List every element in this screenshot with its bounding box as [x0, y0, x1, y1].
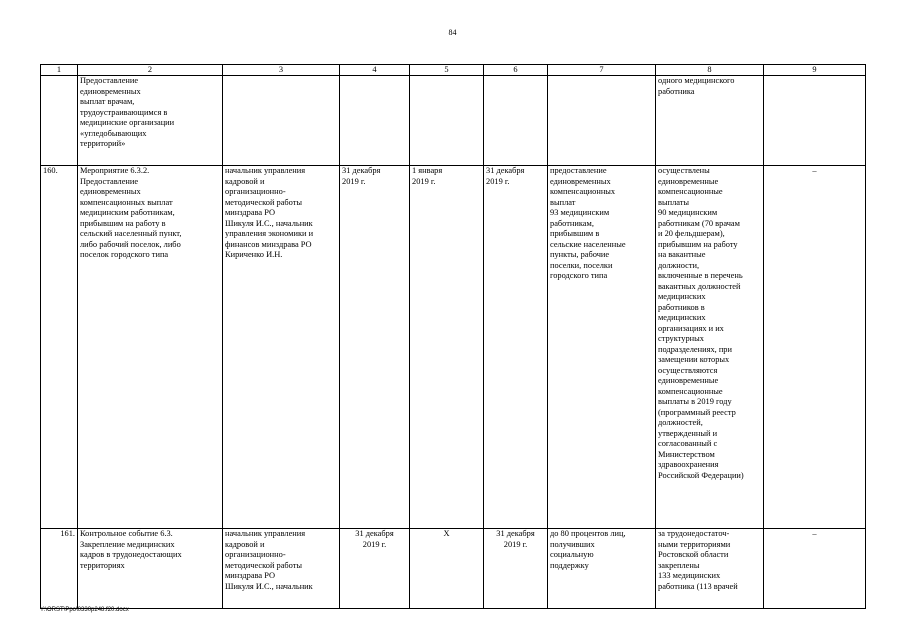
header-col-9: 9: [764, 65, 866, 76]
header-col-3: 3: [223, 65, 340, 76]
cell-text-line: сельские населенные: [550, 239, 626, 249]
cell-text-line: структурных: [658, 334, 704, 343]
cell-text-line: выплаты в 2019 году: [658, 397, 732, 406]
cell-text-line: медицинским работникам,: [80, 208, 175, 217]
column-number-header: [41, 65, 866, 76]
cell-text-line: и 20 фельдшерам),: [658, 229, 725, 238]
cell-text-line: единовременных: [80, 86, 141, 96]
cell-text-line: выплаты: [658, 197, 690, 207]
cell-text-line: Ростовской области: [658, 550, 729, 559]
cell-text-line: организациях и их: [658, 323, 724, 333]
cell-text-line: 133 медицинских: [658, 571, 721, 580]
cell-text-line: осуществляются: [658, 365, 718, 375]
cell-text-line: должностей,: [658, 418, 703, 427]
cell-text-line: 2019 г.: [486, 176, 510, 186]
cell-text-line: территорий»: [80, 139, 126, 148]
cell-col-8: [656, 529, 764, 609]
cell-text-line: прибывшим на работу: [658, 239, 738, 249]
cell-text-line: прибывшим в: [550, 229, 600, 238]
cell-text-line: организационно-: [225, 550, 286, 559]
cell-text-line: Кириченко И.Н.: [225, 250, 283, 259]
cell-text-line: поселки, поселки: [550, 260, 613, 270]
cell-text-line: замещении которых: [658, 355, 730, 364]
cell-text-line: территориях: [80, 560, 125, 570]
cell-text-line: одного медицинского: [658, 76, 735, 85]
cell-text-line: Закрепление медицинских: [80, 539, 175, 549]
cell-col-5: [410, 529, 484, 609]
cell-text-line: городского типа: [550, 271, 608, 280]
cell-text-line: Х: [443, 529, 450, 538]
cell-col-1: 160.: [41, 166, 78, 529]
cell-text-line: методической работы: [225, 197, 303, 207]
cell-text-line: компенсационные: [658, 386, 723, 396]
cell-text-line: кадровой и: [225, 539, 265, 549]
cell-text-line: единовременные: [658, 176, 719, 186]
cell-text-line: осуществлены: [658, 166, 710, 175]
cell-text-line: компенсационных: [550, 187, 616, 196]
cell-text-line: трудоустраивающимся в: [80, 107, 168, 117]
cell-text-line: 90 медицинским: [658, 208, 718, 217]
cell-text-line: получивших: [550, 539, 595, 549]
header-col-6: 6: [484, 65, 548, 76]
cell-text-line: 2019 г.: [503, 539, 528, 549]
plan-table: [40, 64, 866, 609]
cell-text-line: 2019 г.: [362, 539, 387, 549]
table-row: [41, 166, 866, 529]
header-col-5: 5: [410, 65, 484, 76]
cell-text-line: либо рабочий поселок, либо: [80, 239, 181, 249]
cell-col-6: [484, 166, 548, 529]
cell-col-5: [410, 166, 484, 529]
cell-text-line: 93 медицинским: [550, 208, 610, 217]
cell-text-line: здравоохранения: [658, 460, 719, 469]
cell-col-9: –: [764, 529, 866, 609]
cell-text-line: поселок городского типа: [80, 250, 169, 259]
cell-text-line: согласованный с: [658, 439, 718, 448]
cell-col-8: [656, 166, 764, 529]
cell-text-line: компенсационных выплат: [80, 197, 173, 207]
cell-text-line: Шикуля И.С., начальник: [225, 581, 313, 591]
table-row: [41, 76, 866, 166]
cell-text-line: минздрава РО: [225, 571, 276, 580]
cell-text-line: Предоставление: [80, 176, 139, 186]
cell-text-line: Контрольное событие 6.3.: [80, 529, 173, 538]
cell-text-line: Предоставление: [80, 76, 139, 85]
cell-text-line: включенные в перечень: [658, 271, 743, 280]
cell-text-line: методической работы: [225, 560, 303, 570]
cell-text-line: работника (113 врачей: [658, 581, 738, 591]
cell-text-line: вакантных должностей: [658, 281, 741, 291]
cell-text-line: компенсационные: [658, 187, 723, 196]
cell-text-line: единовременных: [80, 187, 141, 196]
cell-text-line: подразделениях, при: [658, 344, 732, 354]
cell-text-line: за трудонедостаточ-: [658, 529, 730, 538]
cell-text-line: работников в: [658, 302, 705, 312]
cell-text-line: кадров в трудонедостающих: [80, 550, 182, 559]
cell-col-2: [78, 76, 223, 166]
cell-text-line: выплат врачам,: [80, 97, 135, 106]
cell-text-line: Российской Федерации): [658, 470, 744, 480]
cell-col-1: 161.: [41, 529, 78, 609]
cell-col-9: [764, 76, 866, 166]
cell-text-line: 31 декабря: [355, 529, 394, 538]
cell-text-line: выплат: [550, 197, 576, 207]
cell-text-line: начальник управления: [225, 529, 306, 538]
cell-text-line: медицинских: [658, 292, 706, 301]
cell-col-1: [41, 76, 78, 166]
cell-col-3: [223, 76, 340, 166]
cell-col-4: [340, 166, 410, 529]
cell-text-line: Мероприятие 6.3.2.: [80, 166, 150, 175]
cell-col-4: [340, 529, 410, 609]
cell-text-line: 31 декабря: [342, 166, 381, 175]
cell-text-line: поддержку: [550, 560, 589, 570]
cell-text-line: 31 декабря: [496, 529, 535, 538]
cell-text-line: минздрава РО: [225, 208, 276, 217]
cell-text-line: медицинские организации: [80, 118, 175, 127]
cell-text-line: организационно-: [225, 187, 286, 196]
cell-text-line: 2019 г.: [342, 176, 366, 186]
cell-text-line: работникам (70 врачам: [658, 218, 740, 228]
cell-text-line: 2019 г.: [412, 176, 436, 186]
header-col-7: 7: [548, 65, 656, 76]
cell-text-line: на вакантные: [658, 250, 706, 259]
cell-text-line: (программный реестр: [658, 407, 736, 417]
cell-col-7: [548, 76, 656, 166]
cell-text-line: управления экономики и: [225, 229, 314, 238]
table-row: [41, 529, 866, 609]
cell-col-7: [548, 166, 656, 529]
cell-text-line: прибывшим на работу в: [80, 218, 166, 228]
header-col-4: 4: [340, 65, 410, 76]
cell-text-line: работникам,: [550, 218, 594, 228]
cell-col-4: [340, 76, 410, 166]
header-col-2: 2: [78, 65, 223, 76]
cell-text-line: 1 января: [412, 166, 443, 175]
cell-text-line: ными территориями: [658, 539, 731, 549]
cell-text-line: предоставление: [550, 166, 607, 175]
cell-text-line: единовременные: [658, 376, 719, 385]
cell-col-3: [223, 166, 340, 529]
header-col-1: 1: [41, 65, 78, 76]
cell-col-2: [78, 529, 223, 609]
cell-text-line: работника: [658, 86, 695, 96]
cell-col-6: [484, 76, 548, 166]
cell-col-6: [484, 529, 548, 609]
header-col-8: 8: [656, 65, 764, 76]
cell-text-line: должности,: [658, 260, 700, 270]
cell-col-2: [78, 166, 223, 529]
cell-text-line: закреплены: [658, 560, 700, 570]
cell-text-line: Министерством: [658, 449, 715, 459]
cell-text-line: единовременных: [550, 176, 611, 186]
cell-text-line: «угледобывающих: [80, 128, 147, 138]
cell-text-line: сельский населенный пункт,: [80, 229, 182, 238]
cell-text-line: пункты, рабочие: [550, 250, 610, 259]
cell-col-3: [223, 529, 340, 609]
cell-text-line: медицинских: [658, 313, 706, 322]
cell-text-line: финансов минздрава РО: [225, 239, 312, 249]
cell-col-7: [548, 529, 656, 609]
cell-col-8: [656, 76, 764, 166]
cell-text-line: кадровой и: [225, 176, 265, 186]
cell-text-line: начальник управления: [225, 166, 306, 175]
cell-text-line: Шикуля И.С., начальник: [225, 218, 313, 228]
cell-text-line: 31 декабря: [486, 166, 525, 175]
cell-text-line: утвержденный и: [658, 428, 718, 438]
cell-text-line: социальную: [550, 550, 594, 559]
file-path-footer: Y:\ORST\Ppo\0330p248.f20.docx: [40, 607, 129, 613]
page-number: 84: [448, 28, 457, 37]
cell-text-line: до 80 процентов лиц,: [550, 529, 626, 538]
cell-col-5: [410, 76, 484, 166]
cell-col-9: –: [764, 166, 866, 529]
